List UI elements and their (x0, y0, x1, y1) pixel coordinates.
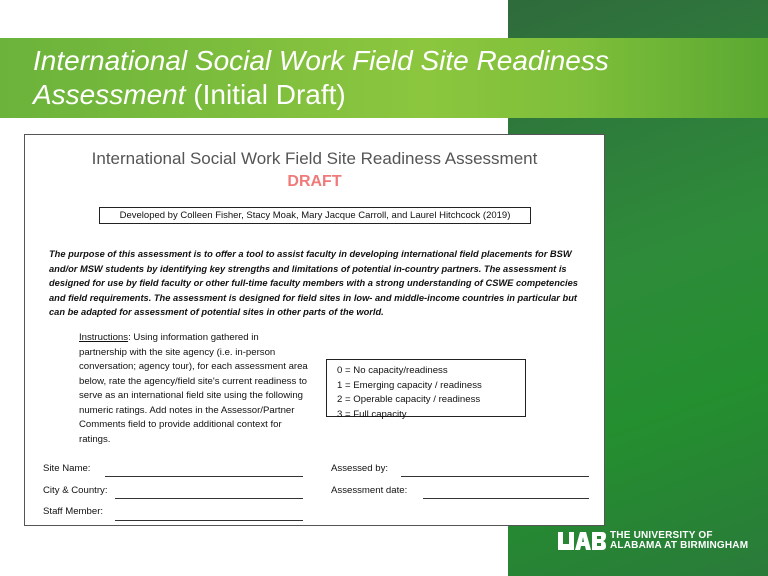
rating-item: 0 = No capacity/readiness (337, 365, 448, 376)
assessed-by-label: Assessed by: (331, 463, 389, 474)
assessed-by-line[interactable] (401, 476, 589, 477)
draft-label: DRAFT (287, 173, 342, 190)
city-country-line[interactable] (115, 498, 303, 499)
assessment-date-line[interactable] (423, 498, 589, 499)
instructions-paragraph (79, 331, 309, 447)
logo-line-1: THE UNIVERSITY OF (610, 530, 713, 541)
ratings-box (326, 359, 526, 420)
slide-title (33, 44, 753, 112)
purpose-paragraph: The purpose of this assessment is to offer a tool to assist faculty in developing international field placements for BSW and/or MSW students by identifying key strengths and limitations of potential in-country partners. The assessment is designed for use by field faculty or other full-time faculty members with a strong understanding of CSWE competencies and field requirements. The assessment is designed for field sites in low- and middle-income countries in particular but can be adapted for assessment of potential sites in other parts of the world. (49, 249, 578, 317)
slide-title-suffix: (Initial Draft) (185, 79, 346, 110)
city-country-label: City & Country: (43, 485, 108, 496)
logo-text (610, 531, 768, 551)
developed-by-box: Developed by Colleen Fisher, Stacy Moak, Mary Jacque Carroll, and Laurel Hitchcock (2019) (99, 207, 531, 224)
slide-title-main: International Social Work Field Site Readiness Assessment (33, 45, 609, 110)
assessment-date-label: Assessment date: (331, 485, 408, 496)
site-name-line[interactable] (105, 476, 303, 477)
logo-line-2: ALABAMA AT BIRMINGHAM (610, 540, 749, 551)
instructions-text: : Using information gathered in partnership with the site agency (i.e. in-person conversation; agency tour), for each assessment area below, rate the agency/field site's current readiness to serve as an international field site using the following numeric ratings. Add notes in the Assessor/Partner Comments field to provide additional context for ratings. (79, 332, 308, 445)
document-title: International Social Work Field Site Readiness Assessment (91, 149, 538, 168)
document-page (24, 134, 605, 526)
staff-member-label: Staff Member: (43, 506, 104, 517)
site-name-label: Site Name: (43, 463, 91, 474)
instructions-label: Instructions (79, 332, 129, 343)
rating-item: 2 = Operable capacity / readiness (337, 394, 481, 405)
rating-item: 1 = Emerging capacity / readiness (337, 379, 482, 391)
rating-item: 3 = Full capacity (337, 408, 407, 420)
uab-logo-icon (558, 532, 606, 550)
staff-member-line[interactable] (115, 520, 303, 521)
